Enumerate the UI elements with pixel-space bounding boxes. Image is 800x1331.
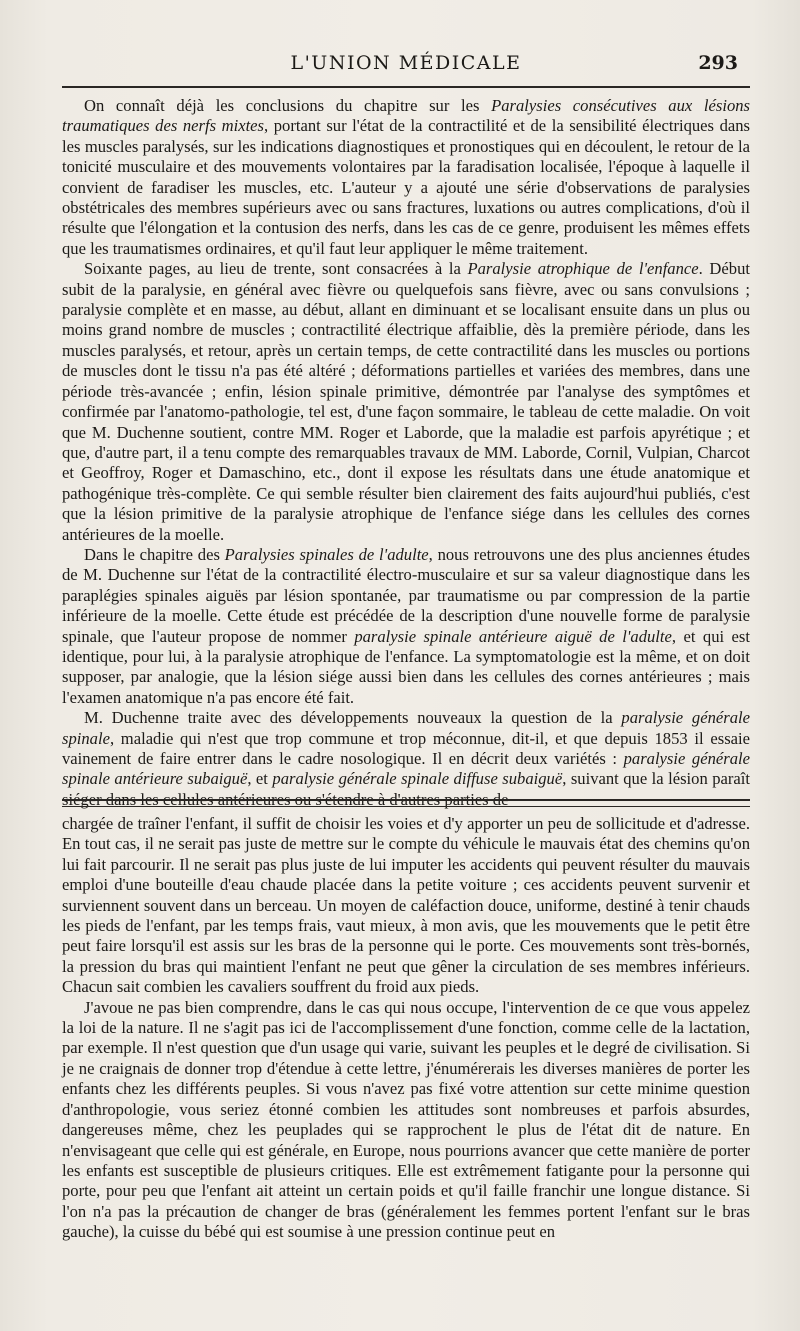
text-run: J'avoue ne pas bien comprendre, dans le cas qui nous occupe, l'intervention de ce que vous appelez la loi de la nature. Il ne s'agit pas ici de l'accomplissement d'une fonction, comme celle de la lactation, par exemple. Il n'est question que d'un usage qui varie, suivant les peuples et le degré de civilisation. Si je ne craignais de donner trop d'étendue à cette lettre, j'énumérerais les diverses manières de porter les enfants chez les différents peuples. Si vous n'avez pas fixé votre attention sur cette minime question d'anthropologie, vous seriez étonné combien les attitudes sont nombreuses et parfois absurdes, dangereuses même, chez les peuplades qui se rapprochent le plus de l'état dit de nature. En n'envisageant que celle qui est générale, en Europe, nous pourrions avancer que cette manière de porter les enfants est susceptible de plusieurs critiques. Elle est extrêmement fatigante pour la personne qui porte, pour peu que l'enfant ait atteint un certain poids et qu'il faille franchir une longue distance. Si l'on n'a pas la précaution de changer de bras (généralement les femmes portent l'enfant sur le bras gauche), la cuisse du bébé qui est soumise à une pression continue peut en [62, 997, 750, 1242]
paragraph [62, 545, 750, 708]
journal-title: L'UNION MÉDICALE [290, 52, 522, 74]
text-run: , et [247, 769, 273, 789]
article-upper-section [62, 96, 750, 810]
text-run: . Début subit de la paralysie, en général avec fièvre ou quelquefois sans fièvre, avec ou sans convulsions ; paralysie complète et en masse, au début, allant en diminuant et se localisant ensuite dans un plus ou moins grand nombre de muscles ; contractilité électrique affaiblie, dès la première période, dans les muscles paralysés, et retour, après un certain temps, de cette contractilité dans les muscles ou portions de muscles dont le tissu n'a pas été altéré ; déformations partielles et variées des membres, dans une période très-avancée ; enfin, lésion spinale primitive, démontrée par l'analyse des symptômes et confirmée par l'anatomo-pathologie, tel est, d'une façon sommaire, le tableau de cette maladie. On voit que M. Duchenne soutient, contre MM. Roger et Laborde, que la maladie est parfois apyrétique ; et que, d'autre part, il a tenu compte des remarquables travaux de MM. Laborde, Cornil, Vulpian, Charcot et Geoffroy, Roger et Damaschino, etc., dont il expose les résultats dans une étude anatomique et pathogénique très-complète. Ce qui semble résulter bien clairement des faits aujourd'hui publiés, c'est que la lésion primitive de la paralysie atrophique de l'enfance siége dans les cellules des cornes antérieures de la moelle. [62, 259, 750, 544]
text-run: , maladie qui n'est que trop commune et trop méconnue, dit-il, et que depuis 1853 il essaie vainement de faire entrer dans le cadre nosologique. Il en décrit deux variétés : [62, 728, 750, 768]
section-divider-rule [62, 799, 750, 807]
paragraph [62, 998, 750, 1243]
italic-term: Paralysie atrophique de l'enfance [467, 259, 699, 279]
italic-term: paralysie générale spinale antérieure subaiguë [62, 749, 750, 789]
italic-term: paralysie générale spinale diffuse subaiguë [272, 769, 563, 789]
paragraph [62, 259, 750, 545]
text-run: , portant sur l'état de la contractilité et de la sensibilité électriques dans les muscles paralysés, sur les indications diagnostiques et pronostiques qui en découlent, le retour de la tonicité musculaire et des mouvements volontaires par la faradisation localisée, l'époque à laquelle il convient de faradiser les muscles, etc. L'auteur y a ajouté une série d'observations de paralysies obstétricales des membres supérieurs avec ou sans fractures, luxations ou autres complications, d'où il résulte que l'élongation et la contusion des nerfs, dans les cas de ce genre, produisent les mêmes effets que les traumatismes ordinaires, et qu'il faut leur appliquer le même traitement. [62, 116, 750, 258]
text-run: , et qui est identique, pour lui, à la paralysie atrophique de l'enfance. La symptomatologie est la même, et on doit supposer, par analogie, que la lésion siége aussi bien dans les cellules des cornes antérieures ; mais l'examen anatomique n'a pas encore été fait. [62, 626, 750, 707]
italic-term: paralysie spinale antérieure aiguë de l'adulte [354, 626, 672, 646]
page-number: 293 [698, 52, 738, 74]
feuilleton-lower-section [62, 814, 750, 1243]
italic-term: paralysie générale spinale [62, 708, 750, 748]
text-run: Dans le chapitre des [84, 544, 225, 564]
text-run: M. Duchenne traite avec des développements nouveaux la question de la [84, 708, 622, 728]
running-head [60, 52, 752, 82]
header-rule [62, 86, 750, 88]
text-run: chargée de traîner l'enfant, il suffit de choisir les voies et d'y apporter un peu de sollicitude et d'adresse. En tout cas, il ne serait pas juste de mettre sur le compte du véhicule le mauvais état des chemins qu'on lui fait parcourir. Il ne serait pas plus juste de lui imputer les accidents qui peuvent résulter du mauvais emploi d'une bouteille d'eau chaude placée dans la petite voiture ; ces accidents peuvent survenir et surviennent souvent dans un berceau. Un moyen de caléfaction douce, uniforme, destiné à tenir chauds les pieds de l'enfant, par les temps frais, vaut mieux, à mon avis, que les mouvements que le petit être peut faire lorsqu'il est assis sur les bras de la personne qui le porte. Ces mouvements sont très-bornés, la pression du bras qui maintient l'enfant ne peut que gêner la circulation de ses membres inférieurs. Chacun sait combien les cavaliers souffrent du froid aux pieds. [62, 814, 750, 997]
italic-term: Paralysies consécutives aux lésions traumatiques des nerfs mixtes [62, 96, 751, 136]
text-run: , suivant que la lésion paraît siéger dans les cellules antérieures ou s'étendre à d'autres parties de [62, 769, 751, 809]
paragraph [62, 96, 750, 259]
text-run: Soixante pages, au lieu de trente, sont consacrées à la [84, 259, 468, 279]
text-run: , nous retrouvons une des plus anciennes études de M. Duchenne sur l'état de la contractilité électro-musculaire et sur sa valeur diagnostique dans les paraplégies spinales aiguës par lésion spontanée, par traumatisme ou par compression de la partie inférieure de la moelle. Cette étude est précédée de la description d'une nouvelle forme de paralysie spinale, que l'auteur propose de nommer [62, 544, 750, 646]
italic-term: Paralysies spinales de l'adulte [224, 544, 429, 564]
text-run: On connaît déjà les conclusions du chapitre sur les [84, 96, 492, 115]
paragraph [62, 814, 750, 998]
paragraph [62, 708, 750, 810]
